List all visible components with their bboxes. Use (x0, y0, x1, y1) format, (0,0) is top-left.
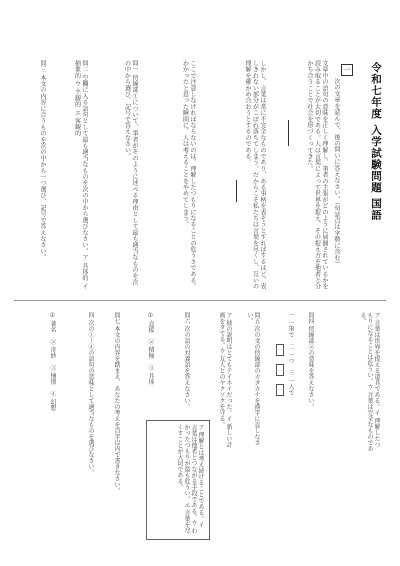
question-instruction: 次の文章を読んで、後の問いに答えなさい。（句読点は字数に含む） (333, 78, 340, 268)
underline-mark-1 (288, 120, 289, 146)
question-1-text: 問一 傍線部①について、筆者がそのように述べる理由として最も適当なものを次の中から選び、記号で答えなさい。 (123, 60, 138, 286)
question-7-text: 問七 本文の内容を踏まえ、あなたの考えを百字以内で書きなさい。 (113, 312, 120, 494)
underline-mark-2 (236, 180, 237, 202)
passage-text-3: ここで注意しなければならないのは、理解したつもりになることの危うさである。わかったと思った瞬間に、人は考えることをやめてしまう。 (181, 60, 196, 290)
question-8-text: 四 次の①〜④の語句の意味として適当なものを選びなさい。 (87, 312, 94, 476)
choice-box-text: ア 理解とは考え続けることである。イ 言葉は他者とつながる手段である。ウ わかったつもりが最も危うい。エ 言葉を尽くすことが大切である。 (176, 424, 204, 534)
question-number-box: 一 (341, 64, 353, 76)
vocabulary-items: ① 著名 ② 奇妙 ③ 憧憬 ④ 幻想 (49, 312, 56, 411)
page-divider (14, 300, 386, 301)
question-3-text: 問三 本文の内容に合うものを次の中から一つ選び、記号で答えなさい。 (39, 60, 46, 261)
passage-text-1: 文章中の語句の意味を正しく理解し、筆者の主張がどのように展開されているかを読み取ることが大切である。人は言葉によって世界を捉え、その捉え方を他者と分かち合うことで社会を形づくってきた。 (306, 60, 328, 290)
answer-blank-3 (276, 384, 284, 396)
page-title: 令和七年度 入学試験問題 国語 (370, 62, 382, 221)
passage-text-2: しかし、言葉は常に不完全なものであり、ある事柄を表そうとすればするほど、表しきれない部分がこぼれ落ちてしまう。だからこそ私たちは言葉を尽くし、互いの理解を確かめ合おうとするのである。 (244, 60, 266, 290)
answer-blank-1 (276, 344, 284, 356)
question-4-text: 問四 傍線部②の意味を答えなさい。 (307, 312, 314, 410)
question-2-text: 問二 空欄に入る語句として最も適当なものを次の中から選びなさい。ア 具体的 イ 抽象的 ウ 主観的 エ 客観的 (73, 60, 88, 290)
answer-choices-2: 一 一筆で 二 一つ 三 一人で (287, 312, 294, 396)
antonym-items: ① 直接 ② 積極 ③ 具体 (147, 312, 154, 385)
answer-choices-1: ア 言葉は世界を捉える道具である。イ 理解したつもりになることは危うい。ウ 言葉は完全なものである。 (359, 312, 380, 452)
answer-blank-2 (276, 364, 284, 376)
kanji-question: ア 彼の説明はとてもテイネイだった。イ 新しい計画をタてる。ウ 友人とのヤクソクを守る。 (218, 312, 232, 448)
question-6-text: 問六 次の語の対義語を答えなさい。 (183, 312, 190, 410)
question-5-text: 問五 次の文の傍線部のカタカナを漢字に直しなさい。 (246, 312, 260, 446)
